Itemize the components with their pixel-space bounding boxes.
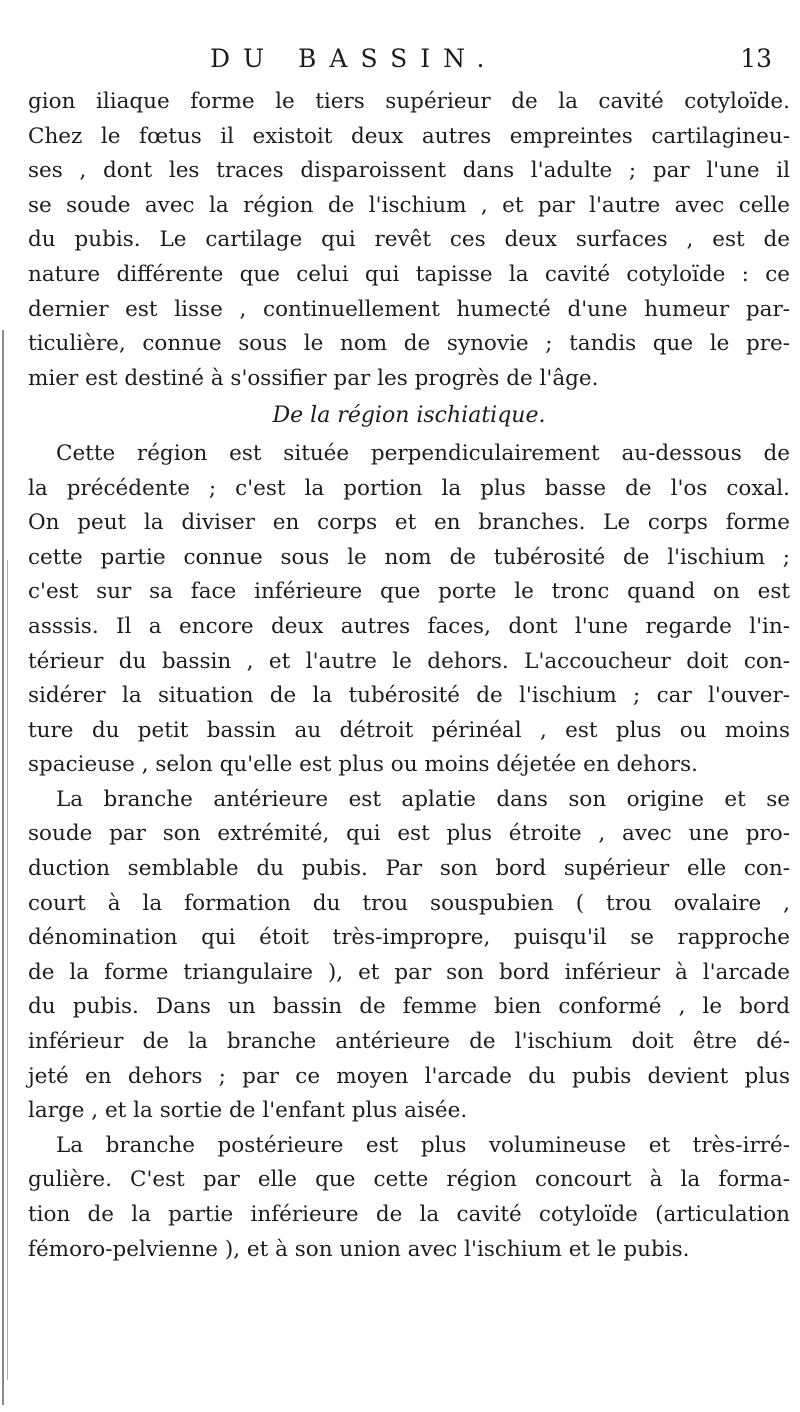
text-line: ture du petit bassin au détroit périnéal , est plus ou moins — [28, 717, 790, 743]
text-line: ticulière, connue sous le nom de synovie ; tandis que le pre- — [28, 331, 790, 357]
text-line: gulière. C'est par elle que cette région concourt à la forma- — [28, 1167, 790, 1193]
paragraph-4 — [28, 1129, 790, 1267]
paragraph-3 — [28, 783, 790, 1129]
text-line: duction semblable du pubis. Par son bord supérieur elle con- — [28, 856, 790, 882]
text-line: gion iliaque forme le tiers supérieur de la cavité cotyloïde. — [28, 89, 790, 114]
text-line: du pubis. Dans un bassin de femme bien conformé , le bord — [28, 994, 790, 1020]
text-line: térieur du bassin , et l'autre le dehors. L'accoucheur doit con- — [28, 648, 790, 674]
text-line: fémoro-pelvienne ), et à son union avec l'ischium et le pubis. — [28, 1236, 690, 1262]
text-line: ses , dont les traces disparoissent dans l'adulte ; par l'une il — [28, 158, 790, 184]
text-line: la précédente ; c'est la portion la plus basse de l'os coxal. — [28, 475, 790, 501]
text-line: asssis. Il a encore deux autres faces, dont l'une regarde l'in- — [28, 613, 790, 639]
text-line: tion de la partie inférieure de la cavité cotyloïde (articulation — [28, 1202, 790, 1227]
text-line: court à la formation du trou souspubien ( trou ovalaire , — [28, 890, 790, 916]
page-number: 13 — [740, 44, 772, 73]
text-line: cette partie connue sous le nom de tubérosité de l'ischium ; — [28, 544, 790, 570]
text-body — [28, 85, 790, 1267]
page-gutter-shadow — [7, 560, 8, 1380]
text-line: La branche postérieure est plus volumineuse et très-irré- — [56, 1132, 790, 1158]
text-line: inférieur de la branche antérieure de l'ischium doit être dé- — [28, 1029, 790, 1055]
paragraph-2 — [28, 437, 790, 783]
text-line: du pubis. Le cartilage qui revêt ces deux surfaces , est de — [28, 227, 790, 253]
text-line: dénomination qui étoit très-impropre, puisqu'il se rapproche — [28, 925, 790, 951]
text-line: Chez le fœtus il existoit deux autres empreintes cartilagineu- — [28, 123, 790, 149]
running-head — [0, 44, 800, 84]
text-line: soude par son extrémité, qui est plus étroite , avec une pro- — [28, 821, 790, 847]
text-line: jeté en dehors ; par ce moyen l'arcade du pubis devient plus — [28, 1063, 790, 1089]
page-gutter-edge — [2, 330, 4, 1405]
running-title: DU BASSIN. — [210, 44, 498, 73]
text-line: sidérer la situation de la tubérosité de l'ischium ; car l'ouver- — [28, 683, 790, 709]
text-line: On peut la diviser en corps et en branches. Le corps forme — [28, 510, 790, 536]
paragraph-1 — [28, 85, 790, 396]
text-line: se soude avec la région de l'ischium , et par l'autre avec celle — [28, 192, 790, 218]
text-line: c'est sur sa face inférieure que porte le tronc quand on est — [28, 579, 790, 605]
text-line: spacieuse , selon qu'elle est plus ou moins déjetée en dehors. — [28, 752, 698, 778]
text-line: large , et la sortie de l'enfant plus aisée. — [28, 1098, 468, 1124]
text-line: dernier est lisse , continuellement humecté d'une humeur par- — [28, 296, 790, 322]
text-line: de la forme triangulaire ), et par son bord inférieur à l'arcade — [28, 959, 790, 985]
section-heading: De la région ischiatique. — [272, 403, 546, 429]
text-line: nature différente que celui qui tapisse la cavité cotyloïde : ce — [28, 261, 790, 287]
text-line: La branche antérieure est aplatie dans son origine et se — [56, 786, 790, 812]
text-line: Cette région est située perpendiculairement au-dessous de — [56, 440, 790, 466]
text-line: mier est destiné à s'ossifier par les progrès de l'âge. — [28, 365, 599, 391]
